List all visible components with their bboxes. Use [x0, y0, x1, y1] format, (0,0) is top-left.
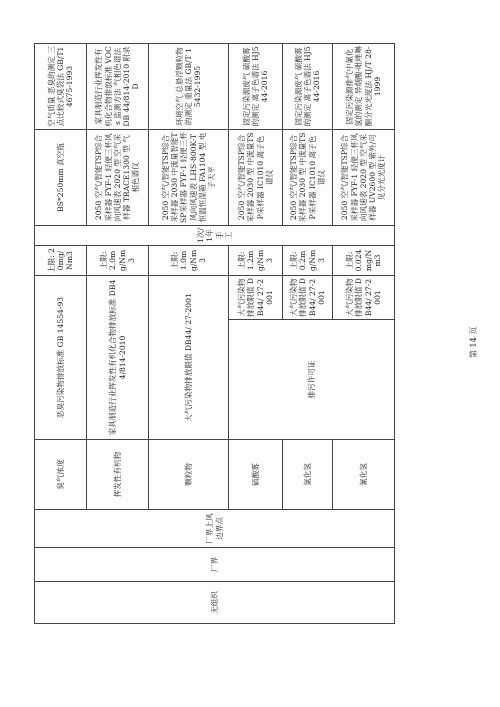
- pollutant-cell: 颗粒物: [149, 440, 229, 510]
- equipment-cell: 2050 空气/智能TSP综合采样器 FYF-1 轻便三杯风向风速表 2020 型 空气采样器 UV2600 型 紫外/可见分光光度计: [333, 129, 395, 225]
- pollutant-cell: 硫酸雾: [229, 440, 283, 510]
- point-cell: 厂界上风边界点: [35, 510, 395, 548]
- pollutant-cell: 氰化氢: [333, 440, 395, 510]
- pollutant-cell: 臭气浓度: [35, 440, 87, 510]
- method-cell: 环境空气 总悬浮颗粒物的测定 重量法 GB/T 15432-1995: [149, 43, 229, 129]
- limit-cell: 上限: 0.024mg/Nm3: [333, 245, 395, 275]
- limit-cell: 上限: 1.0mg/Nm3: [149, 245, 229, 275]
- table-row: [35, 43, 87, 623]
- equipment-cell: 2050 空气/智能TSP综合采样器 2030 型 中流量TSP采样器 IC1010 离子色谱仪: [283, 129, 333, 225]
- equipment-cell: 2050 空气/智能TSP综合采样器 2030 型 中流量TSP采样器 IC1010 离子色谱仪: [229, 129, 283, 225]
- limit-cell: 上限: 1.2mg/Nm3: [229, 245, 283, 275]
- frequency-cell: [35, 225, 395, 245]
- frequency-label: 1次/1年: [196, 228, 215, 243]
- standard-cell: 家具制造行业挥发性有机化合物排放标准 DB44/814-2010: [87, 275, 149, 439]
- standard-cell: 大气污染物排放限值 DB44/ 27-2001: [229, 275, 283, 319]
- method-cell: 固定污染源废气 硫酸雾的测定 离子色谱法 HJ544-2016: [283, 43, 333, 129]
- method-cell: 固定污染源排气中氰化氢的测定 异烟酸-吡唑啉酮分光光度法 HJ/T 28-1999: [333, 43, 395, 129]
- pollutant-cell: 挥发性有机物: [87, 440, 149, 510]
- pollutant-cell: 氯化氢: [283, 440, 333, 510]
- standard-cell: 大气污染物排放限值 DB44/ 27-2001: [333, 275, 395, 319]
- sampling-mode-label: 手工: [214, 231, 233, 240]
- limit-cell: 上限: 0.2mg/Nm3: [283, 245, 333, 275]
- standard-cell: 恶臭污染物排放标准 GB 14554-93: [35, 275, 87, 439]
- standard-cell: 大气污染物排放限值 DB44/ 27-2001: [283, 275, 333, 319]
- limit-cell: 上限: 2.0mg/Nm3: [87, 245, 149, 275]
- equipment-cell: 2050 空气/智能TSP综合采样器 2030 中流量智能TSP采样器 FYF-1 轻便三杯风向风速表 LHS-800K-T 恒温恒湿箱 FA1104 型 电子天平: [149, 129, 229, 225]
- equipment-cell: BS*250mm 真空瓶: [35, 129, 87, 225]
- location-cell: 厂界: [35, 548, 395, 582]
- limit-cell: 上限: 20mg/Nm3: [35, 245, 87, 275]
- area-cell: 无组织: [35, 582, 395, 624]
- rotated-table-container: [34, 44, 394, 624]
- standard-cell: 大气污染物排放限值 DB44/ 27-2001: [149, 275, 229, 439]
- permit-cell: 排污许可证: [229, 320, 395, 440]
- method-cell: 固定污染源废气 硫酸雾的测定 离子色谱法 HJ544-2016: [229, 43, 283, 129]
- method-cell: 空气质量 恶臭的测定 三点比较式臭袋法 GB/T14675-1993: [35, 43, 87, 129]
- monitoring-table: [34, 43, 395, 624]
- method-cell: 家具制造行业挥发性有机化合物排放标准 VOCs 监测方法 气相色谱法 DB 44/814-2010 附录 D: [87, 43, 149, 129]
- page-number: 第 14 页: [469, 326, 478, 358]
- equipment-cell: 2050 空气/智能TSP综合采样器 FYF-1 轻便三杯风向风速表 2020 型 空气采样器 TRACE1300 型 气相色谱仪: [87, 129, 149, 225]
